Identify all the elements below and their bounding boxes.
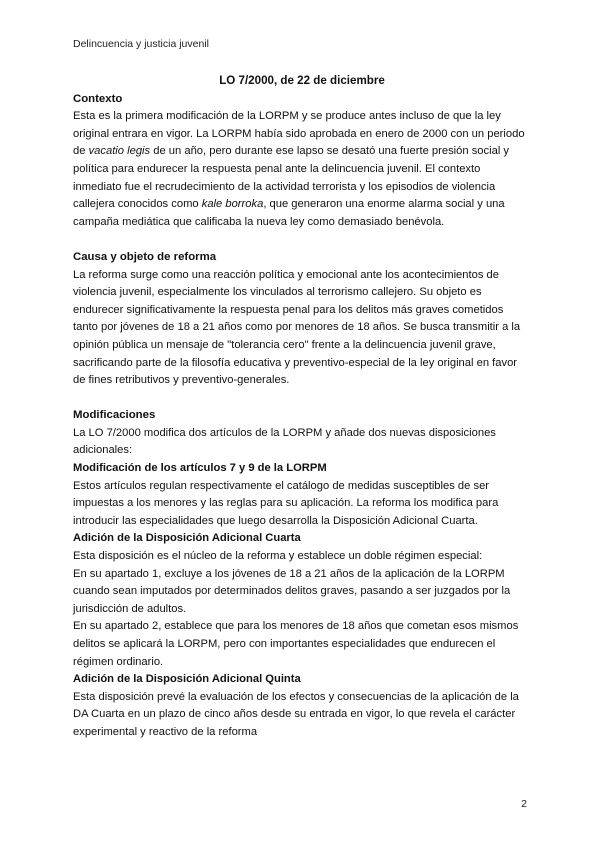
articulos-7-9-paragraph: Estos artículos regulan respectivamente el catálogo de medidas susceptibles de ser impuestas a los menores y las reglas para su aplicación. La reforma los modifica para introducir las especialidades que luego desarrolla la Disposición Adicional Cuarta. — [73, 479, 499, 527]
running-header: Delincuencia y justicia juvenil — [73, 38, 209, 50]
da-quinta-paragraph: Esta disposición prevé la evaluación de los efectos y consecuencias de la aplicación de la DA Cuarta en un plazo de cinco años desde su entrada en vigor, lo que revela el carácter experimental y reactivo de la reforma — [73, 690, 519, 738]
section-heading-contexto: Contexto — [73, 92, 123, 105]
page-number: 2 — [521, 798, 527, 810]
contexto-text-a: Esta es la primera modificación de la LORPM y se produce antes incluso de que la ley original entrara en vigor. La LORPM había sido aprobada en enero de 2000 con un periodo de — [73, 110, 525, 158]
paragraph-gap — [73, 390, 531, 408]
section-heading-causa: Causa y objeto de reforma — [73, 250, 217, 263]
modificaciones-intro: La LO 7/2000 modifica dos artículos de la LORPM y añade dos nuevas disposiciones adicionales: — [73, 426, 496, 457]
subheading-articulos-7-9: Modificación de los artículos 7 y 9 de la LORPM — [73, 462, 327, 475]
subheading-da-quinta: Adición de la Disposición Adicional Quinta — [73, 673, 301, 686]
da-cuarta-paragraph-3: En su apartado 2, establece que para los menores de 18 años que cometan esos mismos delitos se aplicará la LORPM, pero con importantes especialidades que endurecen el régimen ordinario. — [73, 620, 519, 668]
contexto-italic-vacatio: vacatio legis — [88, 145, 151, 158]
da-cuarta-paragraph-2: En su apartado 1, excluye a los jóvenes de 18 a 21 años de la aplicación de la LORPM cuando sean imputados por determinados delitos graves, pasando a ser juzgados por la jurisdicción de adultos. — [73, 567, 511, 615]
document-title: LO 7/2000, de 22 de diciembre — [219, 74, 385, 87]
document-body — [73, 72, 531, 742]
causa-paragraph: La reforma surge como una reacción política y emocional ante los acontecimientos de violencia juvenil, especialmente los vinculados al terrorismo callejero. Su objeto es endurecer significativamente la respuesta penal para los delitos más graves cometidos tanto por jóvenes de 18 a 21 años como por menores de 18 años. Se busca transmitir a la opinión pública un mensaje de "tolerancia cero" frente a la delincuencia juvenil grave, sacrificando parte de la filosofía educativa y preventivo-especial de la ley original en favor de fines retributivos y preventivo-generales. — [73, 268, 521, 387]
contexto-paragraph — [73, 108, 531, 231]
contexto-text-c: , que generaron una enorme alarma social y una campaña mediática que calificaba la nueva ley como demasiado benévola. — [73, 198, 505, 228]
section-heading-modificaciones: Modificaciones — [73, 409, 156, 422]
contexto-italic-kale: kale borroka — [201, 198, 264, 211]
subheading-da-cuarta: Adición de la Disposición Adicional Cuarta — [73, 532, 301, 545]
contexto-text-b: de un año, pero durante ese lapso se desató una fuerte presión social y política para endurecer la respuesta penal ante la delincuencia juvenil. El contexto inmediato fue el recrudecimiento de la actividad terrorista y los episodios de violencia callejera conocidos como — [73, 145, 510, 211]
paragraph-gap — [73, 231, 531, 249]
da-cuarta-paragraph-1: Esta disposición es el núcleo de la reforma y establece un doble régimen especial: — [73, 550, 483, 563]
